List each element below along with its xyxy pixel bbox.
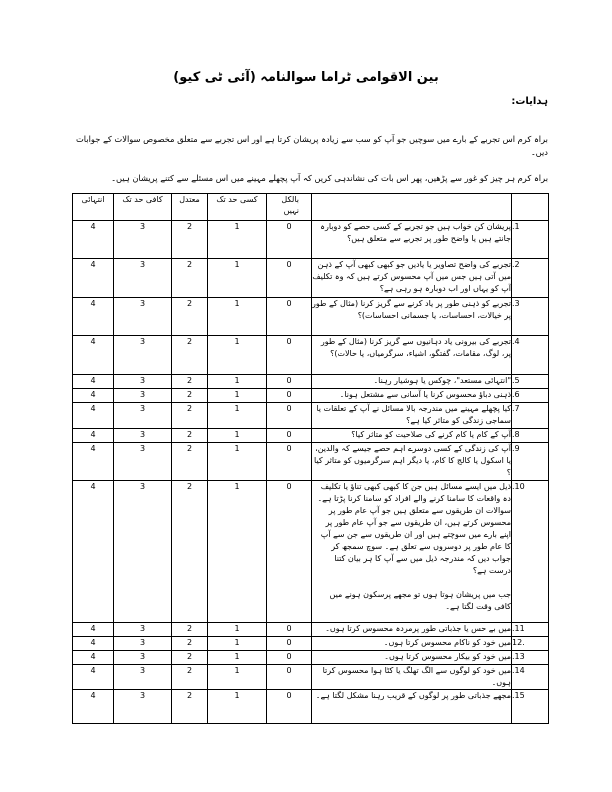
- score-1-cell[interactable]: 1: [208, 665, 267, 690]
- score-1-cell[interactable]: 1: [208, 389, 267, 403]
- score-0-cell[interactable]: 0: [267, 389, 312, 403]
- question-text: [312, 690, 512, 724]
- score-3-cell[interactable]: 3: [114, 429, 172, 443]
- score-4-cell[interactable]: 4: [73, 481, 114, 623]
- score-2-cell[interactable]: 2: [172, 336, 208, 375]
- question-number: .5: [512, 375, 549, 389]
- score-4-cell[interactable]: 4: [73, 651, 114, 665]
- question-text: [312, 665, 512, 690]
- score-4-cell[interactable]: 4: [73, 389, 114, 403]
- table-row: [73, 623, 549, 637]
- score-3-cell[interactable]: 3: [114, 481, 172, 623]
- score-0-cell[interactable]: 0: [267, 637, 312, 651]
- score-1-cell[interactable]: 1: [208, 690, 267, 724]
- score-2-cell[interactable]: 2: [172, 389, 208, 403]
- score-2-cell[interactable]: 2: [172, 221, 208, 259]
- header-number: [512, 194, 549, 221]
- score-3-cell[interactable]: 3: [114, 665, 172, 690]
- score-1-cell[interactable]: 1: [208, 298, 267, 336]
- question-number: .11: [512, 623, 549, 637]
- score-1-cell[interactable]: 1: [208, 336, 267, 375]
- question-label: آپ کے کام یا کام کرنے کی صلاحیت کو متاثر کیا؟: [351, 430, 511, 439]
- question-number: .4: [512, 336, 549, 375]
- score-2-cell[interactable]: 2: [172, 259, 208, 298]
- score-4-cell[interactable]: 4: [73, 443, 114, 481]
- question-number: .6: [512, 389, 549, 403]
- score-3-cell[interactable]: 3: [114, 221, 172, 259]
- score-1-cell[interactable]: 1: [208, 221, 267, 259]
- score-4-cell[interactable]: 4: [73, 637, 114, 651]
- question-number: .15: [512, 690, 549, 724]
- header-moderately: معتدل: [172, 194, 208, 221]
- score-1-cell[interactable]: 1: [208, 259, 267, 298]
- score-4-cell[interactable]: 4: [73, 690, 114, 724]
- score-4-cell[interactable]: 4: [73, 221, 114, 259]
- header-question: [312, 194, 512, 221]
- score-3-cell[interactable]: 3: [114, 259, 172, 298]
- question-label: میں خود کو ناکام محسوس کرتا ہوں۔: [383, 638, 511, 647]
- question-label: تجربے کو ذہنی طور پر یاد کرنے سے گریز کرنا (مثال کے طور پر خیالات، احساسات، یا جسمانی احساسات)؟: [312, 299, 511, 320]
- question-label: کیا پچھلے مہینے میں مندرجہ بالا مسائل نے آپ کے تعلقات یا سماجی زندگی کو متاثر کیا ہے؟: [316, 404, 511, 425]
- score-4-cell[interactable]: 4: [73, 259, 114, 298]
- score-1-cell[interactable]: 1: [208, 443, 267, 481]
- table-row: [73, 389, 549, 403]
- instructions-heading: ہدایات:: [511, 96, 548, 107]
- question-text: [312, 298, 512, 336]
- question-label: تجربے کی واضح تصاویر یا یادیں جو کبھی کبھی آپ کے ذہن میں آتی ہیں جس میں آپ محسوس کرتے ہیں کہ وہ تکلیف آپ کو یہاں اور اب دوبارہ ہو رہی ہے؟: [312, 260, 511, 293]
- score-0-cell[interactable]: 0: [267, 298, 312, 336]
- score-1-cell[interactable]: 1: [208, 403, 267, 429]
- question-number: .7: [512, 403, 549, 429]
- score-1-cell[interactable]: 1: [208, 481, 267, 623]
- question-number: .1: [512, 221, 549, 259]
- score-0-cell[interactable]: 0: [267, 336, 312, 375]
- table-row: [73, 221, 549, 259]
- question-number: .8: [512, 429, 549, 443]
- table-row: [73, 429, 549, 443]
- question-text: [312, 481, 512, 623]
- table-row: [73, 443, 549, 481]
- score-3-cell[interactable]: 3: [114, 403, 172, 429]
- score-2-cell[interactable]: 2: [172, 665, 208, 690]
- score-3-cell[interactable]: 3: [114, 623, 172, 637]
- score-4-cell[interactable]: 4: [73, 403, 114, 429]
- score-0-cell[interactable]: 0: [267, 375, 312, 389]
- score-2-cell[interactable]: 2: [172, 298, 208, 336]
- instruction-paragraph-2: براہ کرم ہر چیز کو غور سے پڑھیں، پھر اس بات کی نشاندہی کریں کہ آپ پچھلے مہینے میں اس مسئلے سے کتنے پریشان ہیں۔: [111, 173, 548, 183]
- score-2-cell[interactable]: 2: [172, 443, 208, 481]
- question-label: مجھے جذباتی طور پر لوگوں کے قریب رہنا مشکل لگتا ہے۔: [315, 691, 511, 700]
- score-2-cell[interactable]: 2: [172, 429, 208, 443]
- score-0-cell[interactable]: 0: [267, 623, 312, 637]
- score-3-cell[interactable]: 3: [114, 298, 172, 336]
- score-4-cell[interactable]: 4: [73, 375, 114, 389]
- score-3-cell[interactable]: 3: [114, 690, 172, 724]
- question-text: [312, 375, 512, 389]
- table-row: [73, 665, 549, 690]
- document-title: بین الاقوامی ٹراما سوالنامہ (آئی ٹی کیو): [173, 70, 439, 85]
- question-number: .13: [512, 651, 549, 665]
- score-1-cell[interactable]: 1: [208, 623, 267, 637]
- question-number: .14: [512, 665, 549, 690]
- score-2-cell[interactable]: 2: [172, 403, 208, 429]
- table-row: [73, 375, 549, 389]
- question-label: تجربے کی بیرونی یاد دہانیوں سے گریز کرنا (مثال کے طور پر، لوگ، مقامات، گفتگو، اشیاء، سرگرمیاں، یا حالات)؟: [320, 337, 511, 358]
- question-label: آپ کی زندگی کے کسی دوسرے اہم حصے جیسے کہ والدین، یا اسکول یا کالج کا کام، یا دیگر اہم سرگرمیوں کو متاثر کیا ؟: [314, 444, 511, 477]
- table-row: [73, 651, 549, 665]
- score-2-cell[interactable]: 2: [172, 481, 208, 623]
- question-text: [312, 259, 512, 298]
- header-not-at-all: بالکل نہیں: [267, 194, 312, 221]
- question-number: .9: [512, 443, 549, 481]
- table-row: [73, 298, 549, 336]
- score-4-cell[interactable]: 4: [73, 665, 114, 690]
- score-2-cell[interactable]: 2: [172, 637, 208, 651]
- score-0-cell[interactable]: 0: [267, 651, 312, 665]
- question-text: [312, 443, 512, 481]
- score-4-cell[interactable]: 4: [73, 336, 114, 375]
- score-0-cell[interactable]: 0: [267, 403, 312, 429]
- header-a-little-bit: کسی حد تک: [208, 194, 267, 221]
- score-4-cell[interactable]: 4: [73, 623, 114, 637]
- header-quite-a-bit: کافی حد تک: [114, 194, 172, 221]
- question-text: [312, 336, 512, 375]
- question-number: .10: [512, 481, 549, 623]
- score-2-cell[interactable]: 2: [172, 375, 208, 389]
- question-text: [312, 389, 512, 403]
- table-header-row: [73, 194, 549, 221]
- question-label: ذہنی دباؤ محسوس کرنا یا آسانی سے مشتعل ہونا۔: [339, 390, 511, 399]
- question-text: [312, 623, 512, 637]
- score-0-cell[interactable]: 0: [267, 690, 312, 724]
- table-row: [73, 259, 549, 298]
- question-text: [312, 651, 512, 665]
- score-2-cell[interactable]: 2: [172, 690, 208, 724]
- score-0-cell[interactable]: 0: [267, 443, 312, 481]
- score-0-cell[interactable]: 0: [267, 665, 312, 690]
- score-4-cell[interactable]: 4: [73, 429, 114, 443]
- score-2-cell[interactable]: 2: [172, 651, 208, 665]
- question-statement: جب میں پریشان ہوتا ہوں تو مجھے پرسکون ہونے میں کافی وقت لگتا ہے۔: [329, 590, 511, 611]
- question-text: [312, 221, 512, 259]
- score-3-cell[interactable]: 3: [114, 375, 172, 389]
- question-label: میں بے حس یا جذباتی طور پرمردہ محسوس کرتا ہوں۔: [325, 624, 511, 633]
- question-label: میں خود کو لوگوں سے الگ تھلگ یا کٹا ہوا محسوس کرتا ہوں۔: [322, 666, 511, 687]
- score-1-cell[interactable]: 1: [208, 429, 267, 443]
- questionnaire-table: [72, 193, 549, 724]
- score-4-cell[interactable]: 4: [73, 298, 114, 336]
- score-3-cell[interactable]: 3: [114, 651, 172, 665]
- table-row: [73, 336, 549, 375]
- question-number: .2: [512, 259, 549, 298]
- question-text: [312, 403, 512, 429]
- table-row: [73, 403, 549, 429]
- question-label: "انتہائی مستعد"، چوکس یا ہوشیار رہنا۔: [373, 376, 511, 385]
- score-0-cell[interactable]: 0: [267, 259, 312, 298]
- question-text: [312, 637, 512, 651]
- score-1-cell[interactable]: 1: [208, 375, 267, 389]
- header-extremely: انتہائی: [73, 194, 114, 221]
- question-label: پریشان کن خواب ہیں جو تجربے کے کسی حصے کو دوبارہ جانتے ہیں یا واضح طور پر تجربے سے متعلق ہیں؟: [320, 222, 511, 243]
- score-3-cell[interactable]: 3: [114, 443, 172, 481]
- question-label: میں خود کو بیکار محسوس کرتا ہوں۔: [384, 652, 511, 661]
- question-text: [312, 429, 512, 443]
- score-0-cell[interactable]: 0: [267, 221, 312, 259]
- question-number: 12.: [512, 637, 549, 651]
- table-row: [73, 481, 549, 623]
- score-2-cell[interactable]: 2: [172, 623, 208, 637]
- score-1-cell[interactable]: 1: [208, 637, 267, 651]
- score-0-cell[interactable]: 0: [267, 481, 312, 623]
- question-number: .3: [512, 298, 549, 336]
- score-3-cell[interactable]: 3: [114, 336, 172, 375]
- score-1-cell[interactable]: 1: [208, 651, 267, 665]
- score-0-cell[interactable]: 0: [267, 429, 312, 443]
- score-3-cell[interactable]: 3: [114, 389, 172, 403]
- table-row: [73, 637, 549, 651]
- question-label: ذیل میں ایسے مسائل ہیں جن کا کبھی کبھی تناؤ یا تکلیف دہ واقعات کا سامنا کرنے والے افراد کو سامنا کرنا پڑتا ہے۔ سوالات ان طریقوں سے متعلق ہیں جو آپ عام طور پر محسوس کرتے ہیں، ان طریقوں سے جو آپ عام طور پر اپنے بارے میں سوچتے ہیں اور ان طریقوں سے جن سے آپ کا عام طور پر دوسروں سے تعلق ہے۔ سوچ سمجھ کر جواب دیں کہ مندرجہ ذیل میں سے آپ کا ہر بیان کتنا درست ہے؟: [317, 482, 511, 575]
- table-row: [73, 690, 549, 724]
- instruction-paragraph-1: براہ کرم اس تجربے کے بارے میں سوچیں جو آپ کو سب سے زیادہ پریشان کرتا ہے اور اس تجربے سے متعلق مخصوص سوالات کے جوابات دیں۔: [75, 134, 548, 157]
- score-3-cell[interactable]: 3: [114, 637, 172, 651]
